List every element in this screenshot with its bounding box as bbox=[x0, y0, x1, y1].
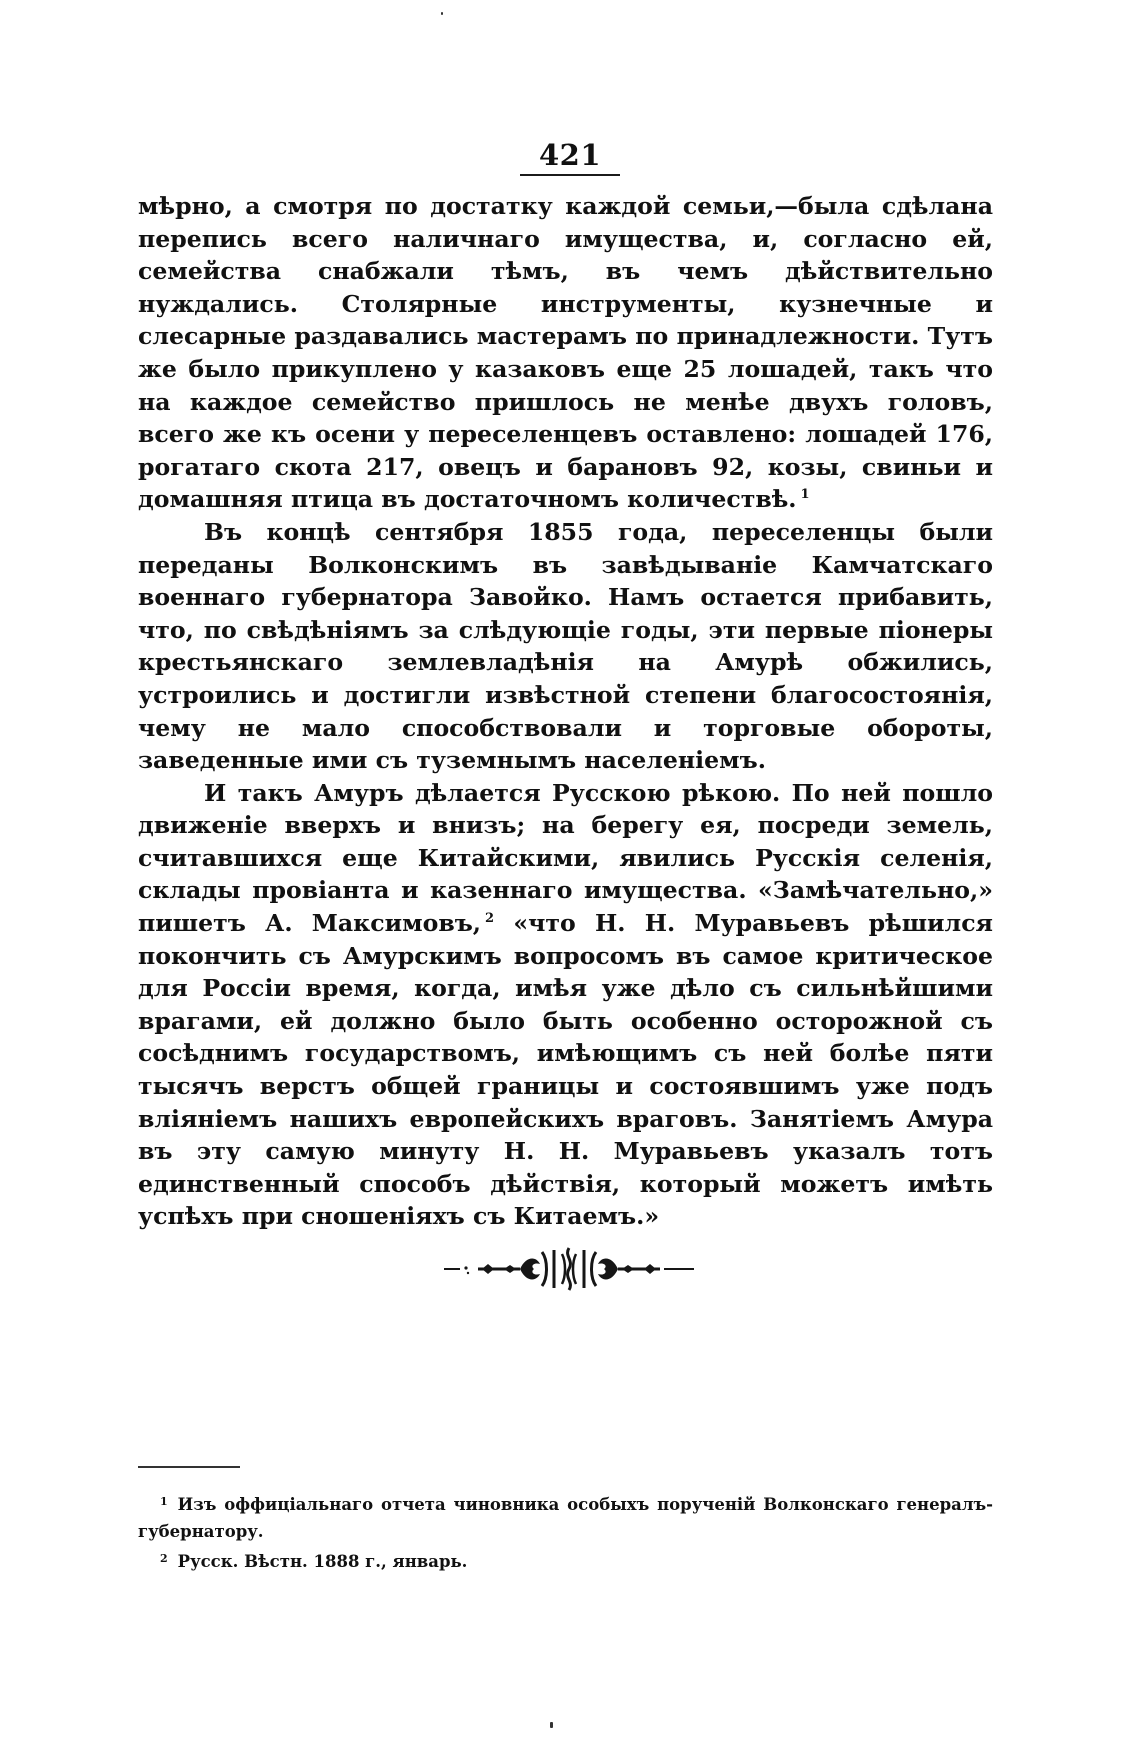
footnote-2-text: Русск. Вѣстн. 1888 г., январь. bbox=[177, 1552, 468, 1571]
paragraph-2 bbox=[138, 516, 993, 777]
paragraph-3-text-after: «что Н. Н. Муравьевъ рѣшился покончить съ Амурскимъ вопросомъ въ самое критическое для Россіи время, когда, имѣя уже дѣло съ сильнѣйшими врагами, ей должно было быть особенно осторожной съ сосѣднимъ государствомъ, имѣющимъ съ ней болѣе пяти тысячъ верстъ общей границы и состоявшимъ уже подъ вліяніемъ нашихъ европейскихъ враговъ. Занятіемъ Амура въ эту самую минуту Н. Н. Муравьевъ указалъ тотъ единственный способъ дѣйствія, который можетъ имѣть успѣхъ при сношеніяхъ съ Китаемъ.» bbox=[138, 909, 993, 1231]
footnote-2-mark: 2 bbox=[160, 1552, 168, 1565]
footnote-2 bbox=[138, 1545, 993, 1575]
footnotes bbox=[138, 1488, 993, 1575]
footnote-1-text: Изъ оффиціальнаго отчета чиновника особыхъ порученій Волконскаго генералъ-губернатору. bbox=[138, 1495, 993, 1541]
footnote-ref-2: 2 bbox=[485, 911, 495, 927]
paragraph-1-text: мѣрно, а смотря по достатку каждой семьи,—была сдѣлана перепись всего наличнаго имущества, и, согласно ей, семейства снабжали тѣмъ, въ чемъ дѣйствительно нуждались. Столярные инструменты, кузнечные и слесарные раздавались мастерамъ по принадлежности. Тутъ же было прикуплено у казаковъ еще 25 лошадей, такъ что на каждое семейство пришлось не менѣе двухъ головъ, всего же къ осени у переселенцевъ оставлено: лошадей 176, рогатаго скота 217, овецъ и барановъ 92, козы, свиньи и домашняя птица въ достаточномъ количествѣ. bbox=[138, 192, 993, 514]
page-number-rule bbox=[520, 174, 620, 176]
footnote-1 bbox=[138, 1488, 993, 1545]
paragraph-3 bbox=[138, 777, 993, 1233]
footnote-separator-gap bbox=[240, 1466, 338, 1468]
ink-speck-bottom bbox=[550, 1722, 553, 1728]
paragraph-2-text: Въ концѣ сентября 1855 года, переселенцы были переданы Волконскимъ въ завѣдываніе Камчатскаго военнаго губернатора Завойко. Намъ остается прибавить, что, по свѣдѣніямъ за слѣдующіе годы, эти первые піонеры крестьянскаго землевладѣнія на Амурѣ обжились, устроились и достигли извѣстной степени благосостоянія, чему не мало способствовали и торговые обороты, заведенные ими съ туземнымъ населеніемъ. bbox=[138, 517, 993, 775]
footnote-ref-1: 1 bbox=[800, 487, 810, 503]
footnote-1-mark: 1 bbox=[160, 1495, 168, 1508]
page-number: 421 bbox=[538, 138, 602, 172]
decorative-vignette-icon bbox=[438, 1246, 700, 1292]
main-text bbox=[138, 190, 993, 1233]
paragraph-1 bbox=[138, 190, 993, 516]
paragraph-3-text-before: И такъ Амуръ дѣлается Русскою рѣкою. По ней пошло движеніе вверхъ и внизъ; на берегу ея, посреди земель, считавшихся еще Китайскими, явились Русскія селенія, склады провіанта и казеннаго имущества. «Замѣчательно,» пишетъ А. Максимовъ, bbox=[138, 778, 993, 938]
ink-speck-top bbox=[441, 12, 443, 15]
